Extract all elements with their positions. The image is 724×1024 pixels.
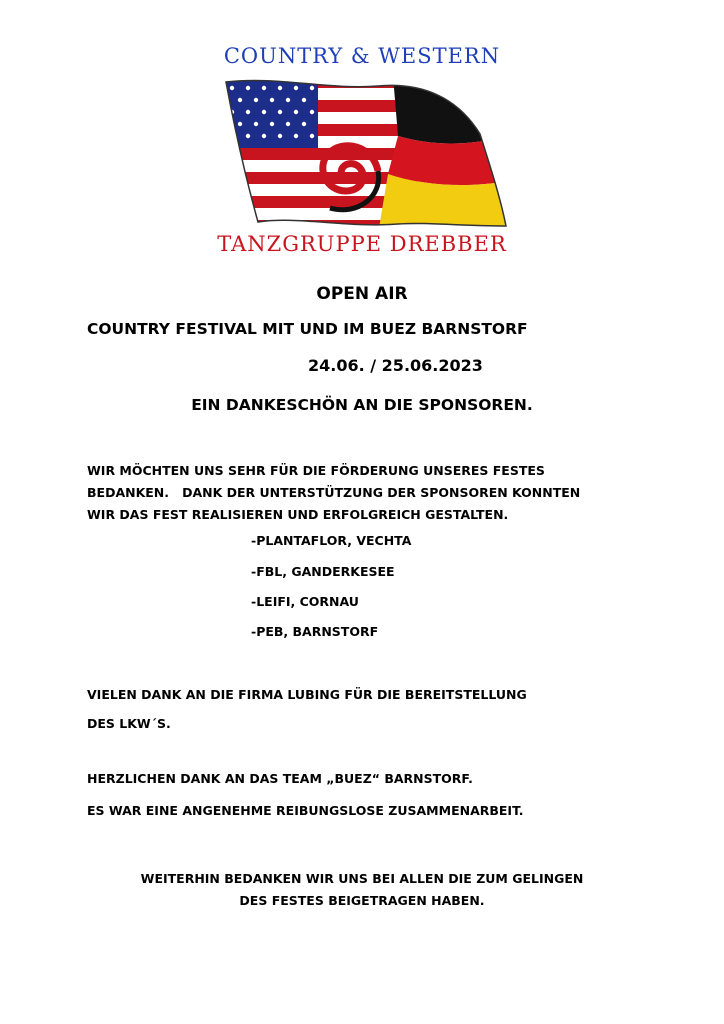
sponsor-item: -LEIFI, CORNAU [251,594,359,609]
buez-line-2: ES WAR EINE ANGENEHME REIBUNGSLOSE ZUSAMMENARBEIT. [87,803,524,818]
heading-thanks: EIN DANKESCHÖN AN DIE SPONSOREN. [191,396,533,414]
lubing-line-2: DES LKW´S. [87,716,171,731]
intro-line: BEDANKEN. DANK DER UNTERSTÜTZUNG DER SPONSOREN KONNTEN [87,485,581,500]
heading-date: 24.06. / 25.06.2023 [308,356,483,375]
sponsor-item: -PLANTAFLOR, VECHTA [251,533,412,548]
logo-top-text: COUNTRY & WESTERN [223,44,501,68]
intro-line: WIR MÖCHTEN UNS SEHR FÜR DIE FÖRDERUNG UNSERES FESTES [87,463,545,478]
logo-bottom-text: TANZGRUPPE DREBBER [217,232,507,256]
intro-line: WIR DAS FEST REALISIEREN UND ERFOLGREICH GESTALTEN. [87,507,509,522]
intro-paragraph [87,460,580,526]
closing-line-1: WEITERHIN BEDANKEN WIR UNS BEI ALLEN DIE ZUM GELINGEN [140,871,584,886]
heading-open-air: OPEN AIR [316,284,408,304]
closing-paragraph [0,868,724,912]
buez-line-1: HERZLICHEN DANK AN DAS TEAM „BUEZ“ BARNSTORF. [87,771,473,786]
us-german-flag-logo [218,76,508,234]
lubing-line-1: VIELEN DANK AN DIE FIRMA LUBING FÜR DIE BEREITSTELLUNG [87,687,527,702]
sponsor-item: -PEB, BARNSTORF [251,624,379,639]
heading-festival: COUNTRY FESTIVAL MIT UND IM BUEZ BARNSTORF [87,320,528,338]
closing-line-2: DES FESTES BEIGETRAGEN HABEN. [239,893,485,908]
sponsor-item: -FBL, GANDERKESEE [251,564,395,579]
